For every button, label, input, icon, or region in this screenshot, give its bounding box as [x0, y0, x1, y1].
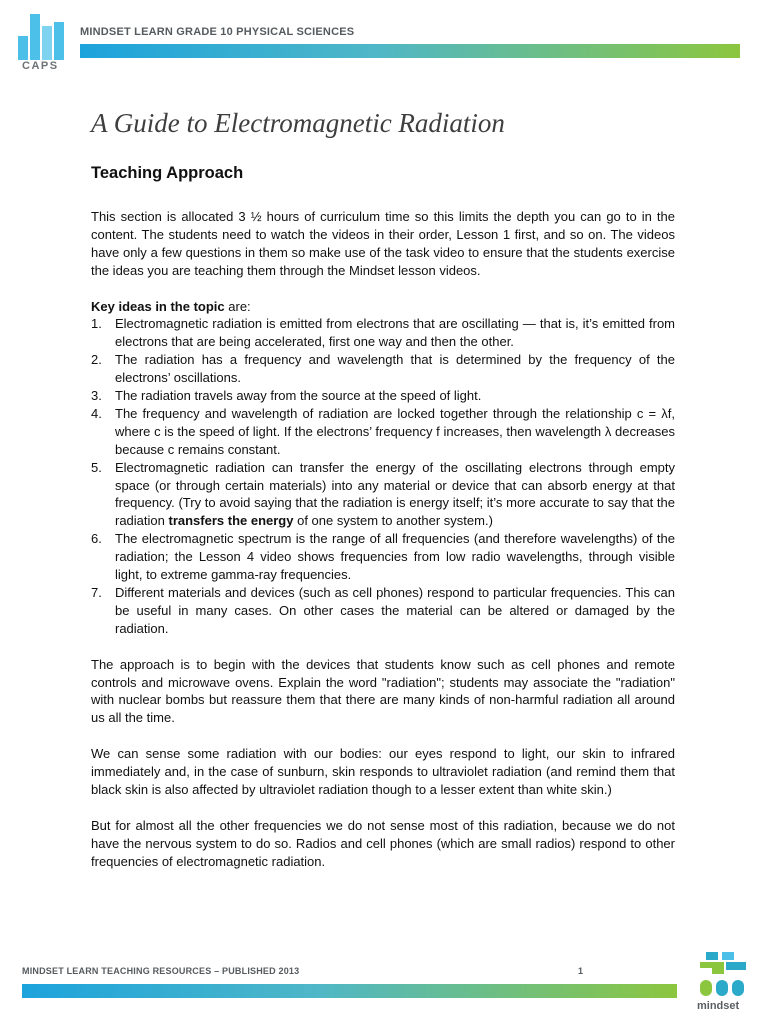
list-text: The electromagnetic spectrum is the range of all frequencies (and therefore wavelengths) of the radiation; the Lesson 4 video shows frequencies from low radio wavelengths, through visible light, to extreme gamma-ray frequencies. [115, 531, 675, 583]
list-number: 6. [91, 531, 102, 547]
key-ideas-heading-bold: Key ideas in the topic [91, 298, 225, 314]
list-number: 2. [91, 352, 102, 368]
list-text: The frequency and wavelength of radiation are locked together through the relationship c = λf, where c is the speed of light. If the electrons’ frequency f increases, then wavelength λ decreases because c remains constant. [115, 405, 675, 457]
footer-text: MINDSET LEARN TEACHING RESOURCES – PUBLISHED 2013 [22, 966, 300, 976]
key-ideas-list [91, 315, 675, 637]
list-text: Electromagnetic radiation can transfer the energy of the oscillating electrons through empty space (or through certain materials) into any material or device that can absorb energy at that frequency. (Try to avoid saying that the radiation is energy itself; it’s more accurate to say that the radiation [115, 459, 675, 529]
key-ideas-heading-rest: are: [224, 298, 251, 314]
list-number: 5. [91, 459, 102, 475]
list-text: of one system to another system.) [293, 513, 493, 529]
list-text: Electromagnetic radiation is emitted from electrons that are oscillating — that is, it’s emitted from electrons that are being accelerated, first one way and then the other. [115, 316, 675, 350]
mindset-logo-icon [696, 952, 748, 998]
mindset-logo-text: mindset [697, 1000, 740, 1012]
list-item [91, 387, 675, 405]
key-ideas-heading [91, 298, 675, 316]
intro-paragraph: This section is allocated 3 ½ hours of curriculum time so this limits the depth you can go to in the content. The students need to watch the videos in their order, Lesson 1 first, and so on. The videos have only a few questions in them so make use of the task video to ensure that the students exercise the ideas you are teaching them through the Mindset lesson videos. [91, 209, 675, 278]
list-number: 3. [91, 388, 102, 404]
section-heading: Teaching Approach [91, 164, 244, 182]
list-item [91, 351, 675, 387]
approach-paragraph: The approach is to begin with the devices that students know such as cell phones and remote controls and microwave ovens. Explain the word "radiation"; students may associate the "radiation" with nuclear bombs but reassure them that there are many kinds of non-harmful radiation all around us all the time. [91, 656, 675, 726]
page-number: 1 [578, 966, 584, 976]
list-text: Different materials and devices (such as cell phones) respond to particular frequencies. This can be useful in many cases. On other cases the material can be altered or damaged by the radiation. [115, 585, 675, 636]
footer-gradient-bar [22, 984, 677, 998]
header-gradient-bar [80, 44, 740, 58]
senses-paragraph: We can sense some radiation with our bodies: our eyes respond to light, our skin to infrared immediately and, in the case of sunburn, skin responds to ultraviolet radiation (and remind them that black skin is also affected by ultraviolet radiation though to a lesser extent than white skin.) [91, 746, 675, 797]
list-text-bold: transfers the energy [168, 513, 294, 529]
document-body [91, 208, 675, 870]
list-item [91, 584, 675, 638]
caps-label: CAPS [22, 60, 59, 72]
list-number: 1. [91, 316, 102, 332]
caps-logo-icon [16, 14, 66, 60]
list-item [91, 315, 675, 351]
list-item [91, 405, 675, 459]
document-title: A Guide to Electromagnetic Radiation [91, 108, 505, 138]
list-item [91, 459, 675, 531]
list-number: 7. [91, 585, 102, 601]
list-number: 4. [91, 405, 102, 421]
frequencies-paragraph: But for almost all the other frequencies we do not sense most of this radiation, because we do not have the nervous system to do so. Radios and cell phones (which are small radios) respond to other frequencies of electromagnetic radiation. [91, 817, 675, 869]
list-text: The radiation travels away from the source at the speed of light. [115, 388, 482, 404]
header-title: MINDSET LEARN GRADE 10 PHYSICAL SCIENCES [80, 26, 355, 38]
list-item [91, 530, 675, 584]
list-text: The radiation has a frequency and wavelength that is determined by the frequency of the electrons’ oscillations. [115, 352, 675, 386]
